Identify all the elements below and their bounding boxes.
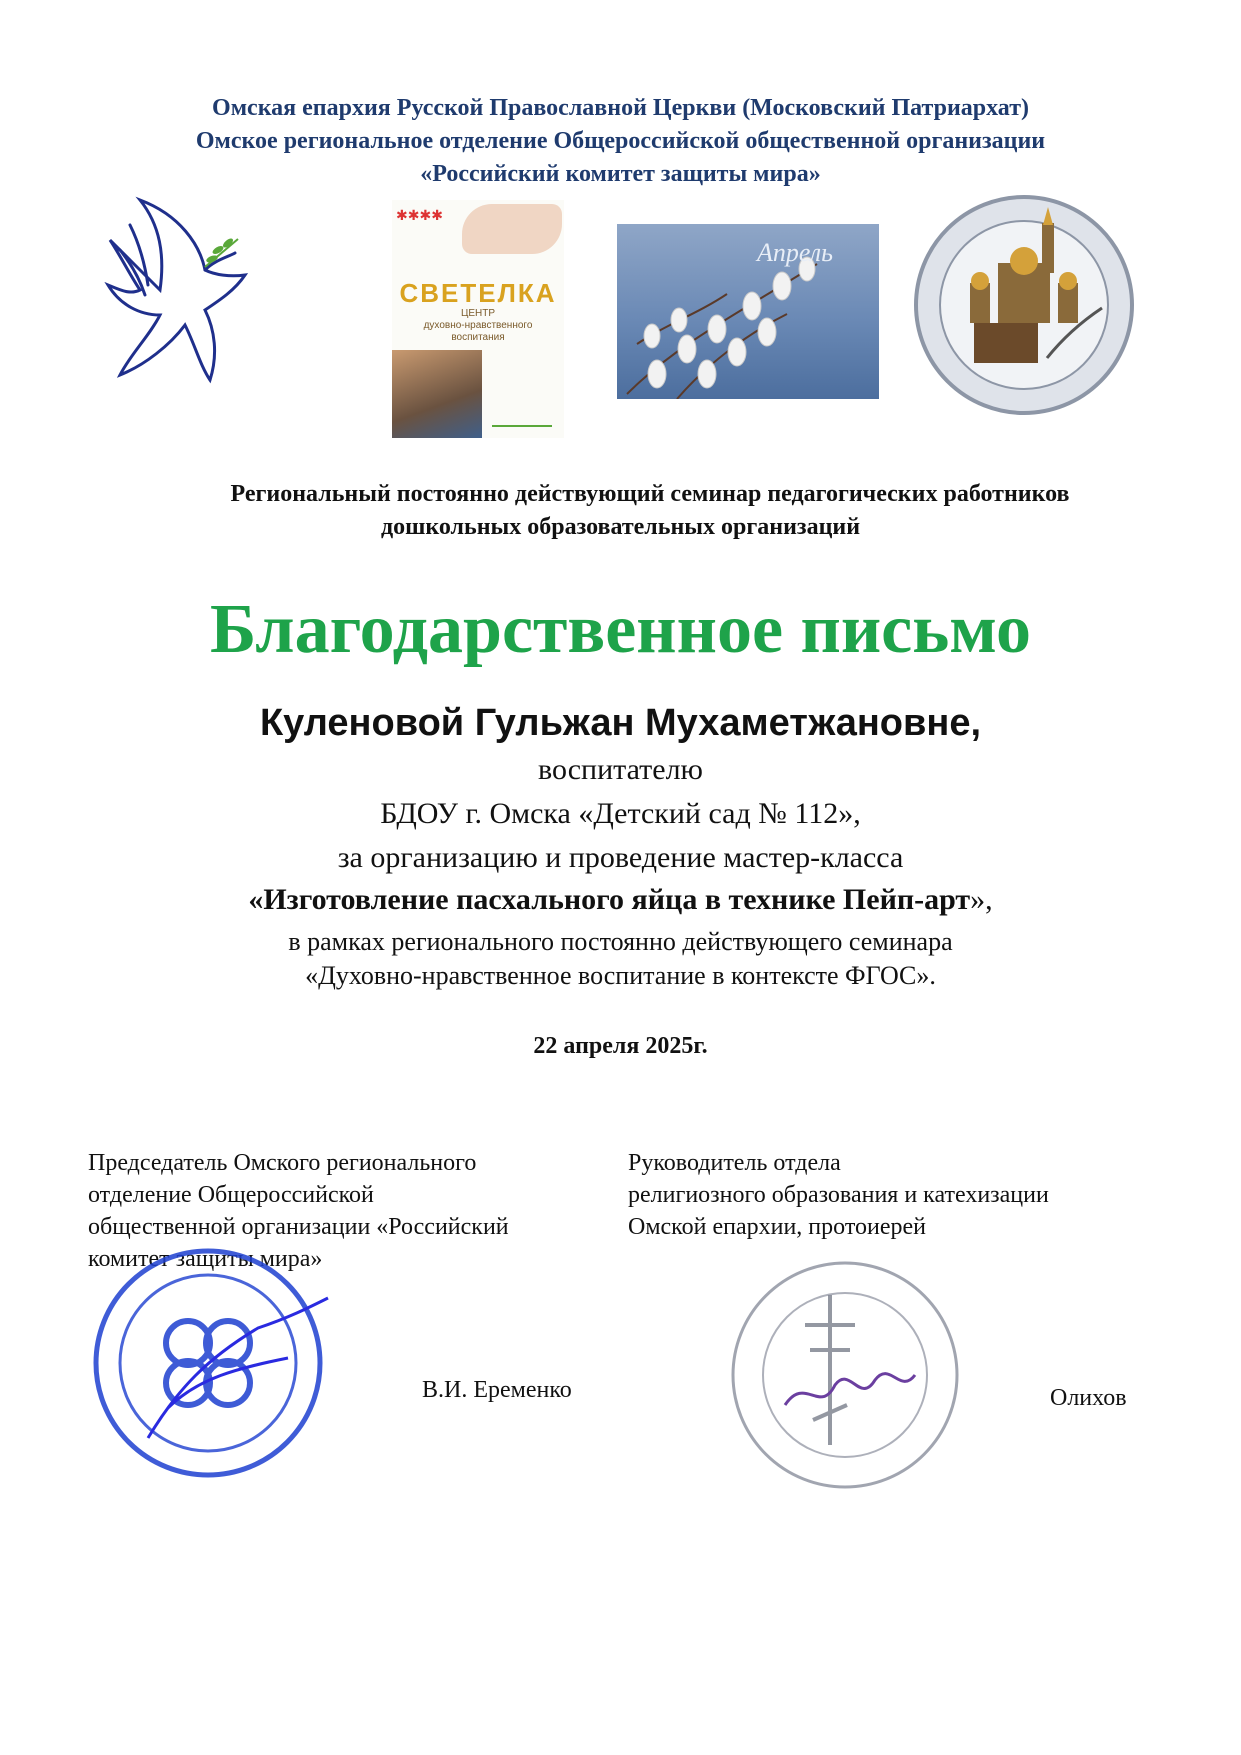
context-line-1: в рамках регионального постоянно действующего семинара — [288, 927, 953, 956]
gray-stamp-icon — [725, 1255, 975, 1505]
recipient-organization: БДОУ г. Омска «Детский сад № 112», — [380, 797, 861, 830]
house-drawing — [492, 395, 552, 427]
document-date: 22 апреля 2025г. — [533, 1033, 708, 1059]
willow-branch-icon — [617, 224, 879, 399]
left-title-line4: комитет защиты мира» — [88, 1246, 323, 1272]
dove-icon — [100, 195, 250, 390]
right-title-line3: Омской епархии, протоиерей — [628, 1214, 926, 1240]
right-signatory-name: Олихов — [1050, 1385, 1127, 1411]
family-photo — [392, 350, 482, 438]
header-line-1: Омская епархия Русской Православной Церкви (Московский Патриархат) — [212, 95, 1029, 121]
masterclass-title — [0, 882, 1241, 918]
left-signatory-name: В.И. Еременко — [422, 1377, 572, 1403]
right-signatory-title — [628, 1147, 1188, 1243]
document-title: Благодарственное письмо — [209, 591, 1032, 668]
masterclass-name: «Изготовление пасхального яйца в технике Пейп-арт — [248, 883, 971, 916]
religious-organization-stamp — [725, 1255, 975, 1505]
right-title-line2: религиозного образования и катехизации — [628, 1182, 1049, 1208]
blue-stamp-icon — [88, 1238, 338, 1488]
recipient-name: Куленовой Гульжан Мухаметжановне, — [259, 702, 982, 744]
april-caption: Апрель — [757, 238, 833, 267]
dove-logo — [100, 195, 250, 390]
award-reason: за организацию и проведение мастер-класса — [337, 841, 904, 874]
seminar-line-1: Региональный постоянно действующий семинар педагогических работников — [230, 481, 1070, 507]
left-title-line1: Председатель Омского регионального — [88, 1150, 477, 1176]
cathedral-seal-icon — [912, 193, 1136, 417]
peace-committee-stamp — [88, 1238, 338, 1488]
april-willow-image — [617, 224, 879, 399]
right-title-line1: Руководитель отдела — [628, 1150, 841, 1176]
seminar-line-2: дошкольных образовательных организаций — [380, 514, 861, 540]
left-title-line2: отделение Общероссийской — [88, 1182, 374, 1208]
masterclass-tail: », — [970, 883, 993, 916]
svetelka-line2: духовно-нравственного — [423, 320, 533, 331]
children-figures-icon: ✱✱✱✱ — [396, 209, 443, 224]
svetelka-title: СВЕТЕЛКА — [399, 278, 557, 308]
context-line-2: «Духовно-нравственное воспитание в контексте ФГОС». — [305, 961, 936, 990]
recipient-position: воспитателю — [538, 753, 703, 786]
religious-department-seal — [912, 193, 1136, 417]
svetelka-line1: ЦЕНТР — [460, 308, 496, 319]
svetelka-line3: воспитания — [451, 332, 505, 343]
svetelka-logo — [392, 200, 564, 438]
header-line-3: «Российский комитет защиты мира» — [420, 161, 821, 187]
hand-image — [462, 204, 562, 254]
header-line-2: Омское региональное отделение Общероссийской общественной организации — [195, 128, 1046, 154]
left-title-line3: общественной организации «Российский — [88, 1214, 509, 1240]
